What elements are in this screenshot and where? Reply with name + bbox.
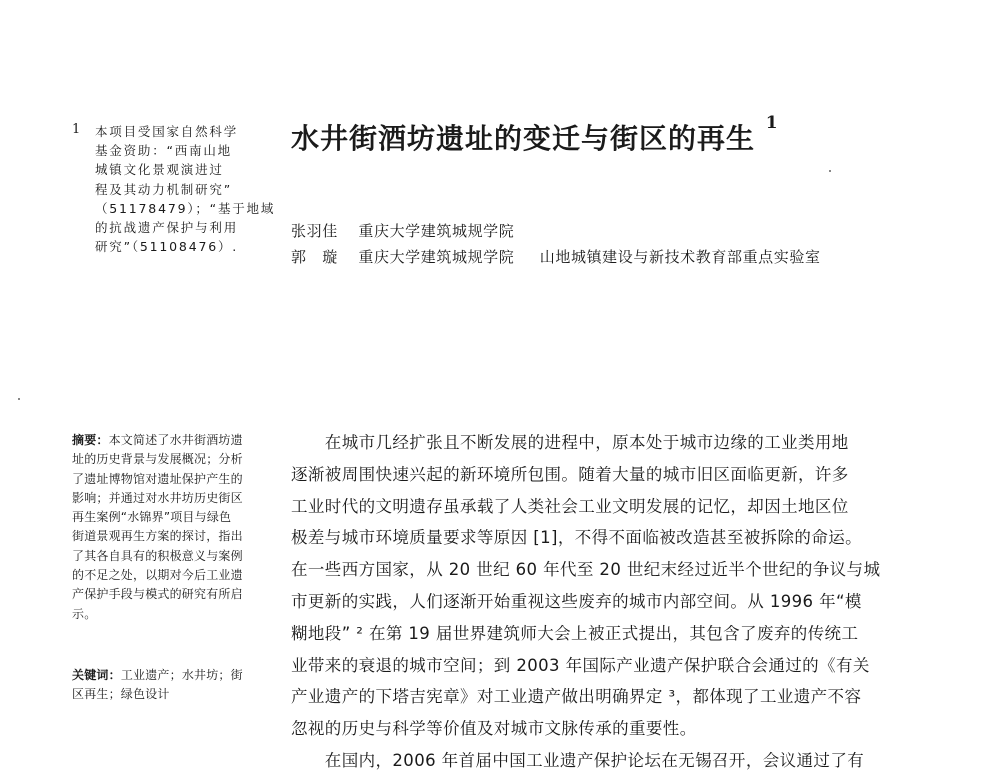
keywords-text: 工业遗产；水井坊；街 (120, 668, 243, 682)
abstract-line: 的不足之处，以期对今后工业遗 (72, 568, 243, 583)
body-line: 在一些西方国家，从 20 世纪 60 年代至 20 世纪末经过近半个世纪的争议与城 (291, 560, 881, 580)
body-line: 市更新的实践，人们逐渐开始重视这些废弃的城市内部空间。从 1996 年“模 (291, 591, 862, 611)
author-row (291, 220, 534, 241)
body-line: 糊地段” ² 在第 19 届世界建筑师大会上被正式提出，其包含了废弃的传统工 (291, 623, 859, 643)
abstract-label: 摘要： (72, 433, 109, 447)
abstract-line: 示。 (72, 606, 97, 621)
body-line: 在城市几经扩张且不断发展的进程中，原本处于城市边缘的工业类用地 (291, 433, 849, 452)
footnote-line: 程及其动力机制研究” (95, 181, 232, 197)
abstract-line: 产保护手段与模式的研究有所启 (72, 587, 243, 602)
abstract-line (72, 431, 272, 450)
scan-speck (18, 398, 20, 400)
abstract (72, 431, 272, 624)
abstract-line: 址的历史背景与发展概况；分析 (72, 452, 243, 467)
title-footnote-ref: 1 (765, 113, 779, 133)
author-affiliation: 重庆大学建筑城规学院 (358, 248, 515, 266)
body-line: 忽视的历史与科学等价值及对城市文脉传承的重要性。 (291, 719, 697, 739)
body-line: 逐渐被周围快速兴起的新环境所包围。随着大量的城市旧区面临更新，许多 (291, 464, 849, 484)
footnote-text (95, 122, 276, 256)
body-line: 极差与城市环境质量要求等原因 [1]，不得不面临被改造甚至被拆除的命运。 (291, 528, 863, 548)
author-affiliation: 山地城镇建设与新技术教育部重点实验室 (539, 248, 821, 266)
abstract-line: 了遗址博物馆对遗址保护产生的 (72, 471, 243, 486)
author-row (291, 246, 841, 267)
body-line: 工业时代的文明遗存虽承载了人类社会工业文明发展的记忆，却因土地区位 (291, 496, 849, 516)
abstract-text: 本文简述了水井街酒坊遗 (108, 433, 243, 447)
author-affiliation: 重庆大学建筑城规学院 (358, 222, 515, 240)
footnote-line: 的抗战遗产保护与利用 (95, 220, 239, 236)
body-line: 业带来的衰退的城市空间；到 2003 年国际产业遗产保护联合会通过的《有关 (291, 655, 870, 675)
scan-speck (829, 170, 831, 172)
keywords (72, 666, 272, 705)
keywords-label: 关键词： (72, 668, 121, 682)
abstract-line: 街道景观再生方案的探讨，指出 (72, 529, 243, 544)
keywords-line (72, 666, 272, 685)
abstract-line: 再生案例“水锦界”项目与绿色 (72, 510, 232, 525)
body-text (291, 427, 931, 777)
abstract-line: 影响；并通过对水井坊历史街区 (72, 490, 243, 505)
footnote-line: 城镇文化景观演进过 (95, 162, 224, 178)
footnote-line: 本项目受国家自然科学 (95, 124, 239, 139)
body-line: 产业遗产的下塔吉宪章》对工业遗产做出明确界定 ³，都体现了工业遗产不容 (291, 687, 862, 707)
keywords-line: 区再生；绿色设计 (72, 687, 170, 702)
footnote-line: （51178479）；“基于地域 (95, 200, 276, 216)
footnote-line: 基金资助：“西南山地 (95, 143, 232, 159)
body-line: 在国内，2006 年首届中国工业遗产保护论坛在无锡召开，会议通过了有 (291, 750, 865, 770)
title-text: 水井街酒坊遗址的变迁与街区的再生 (291, 122, 756, 155)
footnote-marker: 1 (72, 122, 81, 137)
abstract-line: 了其各自具有的积极意义与案例 (72, 548, 243, 563)
author-name: 郭 璇 (291, 248, 338, 266)
author-name: 张羽佳 (291, 222, 338, 240)
footnote-line: 研究”（51108476）. (95, 239, 239, 255)
paper-title (291, 113, 779, 157)
